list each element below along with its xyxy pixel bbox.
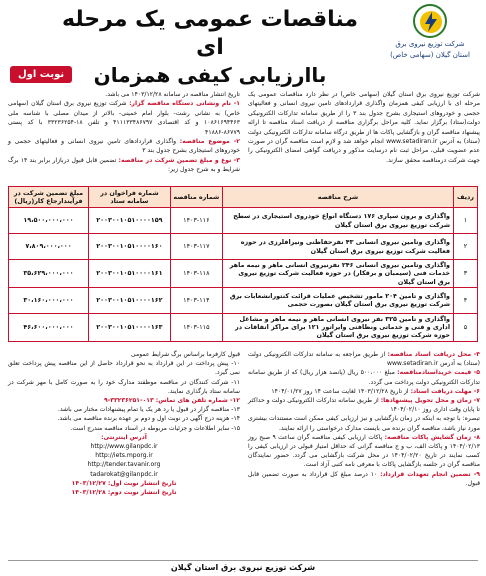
cell-desc: واگذاری و تامین ۳۲۵ نفر نیروی انسانی ماهر و نیمه ماهر و مشاغل اداری و فنی و خدماتی ونظافتی وایراتور ۱۲۱ برای مراکز اتفاقات در حوزه شرکت توزیع نیروی برق استان گیلان (222, 313, 453, 341)
cell-amount: ۷،۸۰۹،۰۰۰،۰۰۰ (9, 234, 89, 260)
condition-title: ۸- زمان گشایش پاکات مناقصه: (384, 433, 480, 441)
intro-paragraph: شرکت توزیع نیروی برق استان گیلان (سهامی خاص) در نظر دارد مناقصات عمومی یک مرحله ای با ارزیابی کیفی همزمان واگذاری قراردادهای تامین نیروی انسانی و فعالیتهای حجمی و خودروهای استیجاری بشرح جدول بند ۳ را از طریق سامانه تدارکات الکترونیکی دولت(ستاد) برگزار نماید. کلیه مراحل برگزاری مناقصه از دریافت اسناد مناقصه تا ارائه پیشنهاد مناقصه گران و بازگشایی پاکات ها از طریق درگاه سامانه تدارکات الکترونیکی دولت (ستاد) به آدرس www.setadiran.ir انجام خواهد شد و لازم است مناقصه گران در صورت عدم عضویت قبلی، مراحل ثبت نام درسایت مذکور و دریافت گواهی امضای الکترونیکی را جهت شرکت درمناقصه محقق سازند. (248, 91, 480, 164)
title-line1: مناقصات عمومی یک مرحله ای (61, 7, 358, 60)
header-row-no: ردیف (454, 187, 478, 208)
cell-desc: واگذاری وتامین نیروی انسانی ۲۴۶ نفرنیروی انسانی ماهر و نیمه ماهر خدمات فنی (سیمبان و برقکار) در حوزه فعالیت شرکت توزیع نیروی برق استان گیلان (222, 260, 453, 288)
condition-item (248, 470, 480, 488)
condition-body: ۱۰ درصد مبلغ کل قرارداد به صورت تضمین قابل قبول. (248, 470, 480, 487)
condition-item (248, 396, 480, 414)
condition-body: از طریق مراجعه به سامانه تدارکات الکترونیکی دولت (ستاد) به آدرس www.setadiran.ir (248, 351, 480, 368)
turn-badge: نوبت اول (10, 66, 72, 83)
condition-item (248, 433, 480, 470)
condition-item (248, 350, 480, 368)
address-link-text[interactable]: http://tender.tavanir.org (87, 461, 161, 469)
extra-item: ۱۴- هزینه درج آگهی در نوبت اول و دوم بر عهده برنده مناقصه می باشد. (57, 415, 240, 423)
cell-amount: ۳۰،۱۶۰،۰۰۰،۰۰۰ (9, 287, 89, 313)
cell-row: ۳ (454, 260, 478, 288)
condition-title: ۷- زمان و محل تحویل پیشنهادها: (380, 397, 480, 405)
condition-item (248, 368, 480, 386)
condition-body: از طریق سامانه تدارکات الکترونیکی دولت و حداکثر تا پایان وقت اداری روز ۱۴۰۴/۰۲/۱۰ (248, 397, 480, 414)
publish-date-first: تاریخ انتشار نوبت اول: ۱۴۰۳/۱۲/۲۷ (71, 479, 177, 487)
header-desc: شرح مناقصه (222, 187, 453, 208)
condition-title: ۹- تضمین انجام تعهدات قرارداد: (380, 470, 480, 478)
address-link-text[interactable]: http://iets.mporg.ir (95, 452, 153, 460)
condition-title: ۵- قیمت خریداسنادمناقصه: (397, 369, 480, 377)
extra-item: ۱۵- سایر اطلاعات و جزئیات مربوطه در اسناد مناقصه مندرج است. (70, 424, 240, 432)
extra-item: ۱۰- پیش پرداخت در این قرارداد به نحو قرارداد حاصل از این مناقصه پیش پرداخت تعلق نمی گیرد. (8, 360, 240, 377)
cell-desc: واگذاری وتامین نیروی انسانی ۴۳ نفرحفاظتی ونیرافلرزی در حوزه فعالیت شرکت توزیع نیروی برق استان گیلان (222, 234, 453, 260)
cell-amount: ۳۵،۶۲۹،۰۰۰،۰۰۰ (9, 260, 89, 288)
cell-amount: ۱۹،۵۰۰،۰۰۰،۰۰۰ (9, 208, 89, 234)
cell-row: ۲ (454, 234, 478, 260)
cell-amount: ۴۶،۶۰۰،۰۰۰،۰۰۰ (9, 313, 89, 341)
cell-setad: ۲۰۰۳۰۰۱۰۵۱۰۰۰۰۱۶۱ (88, 260, 170, 288)
item-2 (8, 137, 240, 156)
condition-body: مبلغ ۵۰۰،۰۰۰ ریال (پانصد هزار ریال) که از طریق سامانه تدارکات الکترونیکی دولت پرداخت می گردد. (248, 369, 480, 386)
condition-body: از تاریخ ۱۴۰۳/۱۲/۲۸ لغایت ساعت ۱۴ روز ۱۴۰۴/۰۱/۲۷ (271, 387, 409, 395)
extra-item: ۱۱- شرکت کنندگان در مناقصه موظفند مدارک خود را به صورت کامل با مهر شرکت در سامانه ستاد بارگذاری نمایند. (8, 378, 240, 395)
condition-item (248, 414, 480, 432)
cell-desc: واگذاری و تامین ۲۰۴ مامور تشخیص عملیات قرائت کنتورانشعابات برق شرکت توزیع نیروی برق استان گیلان بصورت حجمی (222, 287, 453, 313)
table-row (9, 260, 478, 288)
item-2-body: واگذاری قراردادهای تامین نیروی انسانی و فعالیتهای حجمی و خودروهای استیجاری بشرح جدول بند ۳ (8, 138, 240, 155)
email-link[interactable] (8, 470, 240, 479)
email-link-text[interactable]: tadarokat@gilanpdc.ir (90, 470, 158, 478)
addresses-title: آدرس اینترنتی: (101, 433, 147, 441)
cell-number: ۱۴۰۳-۱۱۶ (170, 208, 222, 234)
address-link[interactable] (8, 442, 240, 451)
logo-text-line2: استان گیلان (سهامی خاص) (390, 51, 470, 59)
item-1 (8, 99, 240, 137)
address-link[interactable] (8, 460, 240, 469)
condition-title: ۴- محل دریافت اسناد مناقصه: (387, 351, 480, 358)
item-3-body: تضمین قابل قبول دربازار برابر بند ۱۴ برگ شرایط و به شرح جدول زیر: (8, 156, 240, 174)
cell-row: ۵ (454, 313, 478, 341)
lightning-logo-icon (413, 4, 447, 38)
cell-setad: ۲۰۰۳۰۰۱۰۵۱۰۰۰۰۱۵۹ (88, 208, 170, 234)
company-logo (380, 4, 480, 84)
condition-item (248, 387, 480, 396)
cell-row: ۴ (454, 287, 478, 313)
header-setad: شماره فراخوان در سامانه ستاد (88, 187, 170, 208)
cell-number: ۱۴۰۳-۱۱۷ (170, 234, 222, 260)
condition-body: پاکات ارزیابی کیفی مناقصه گران ساعت ۹ صبح روز ۱۴۰۴/۰۲/۱۳ و پاکات الف، ب و ج مناقصه گرانی که حداقل امتیاز قبولی در ارزیابی کیفی را کسب نمایند در تاریخ ۱۴۰۴/۰۲/۲۰ در محل شرکت بازگشایی می گردد. حضور نمایندگان مناقصه گران در جلسه بازگشایی پاکات با معرفی نامه کتبی آزاد است. (248, 433, 480, 469)
cell-number: ۱۴۰۳-۱۱۸ (170, 260, 222, 288)
conditions-column (248, 350, 480, 488)
address-link[interactable] (8, 451, 240, 460)
extra-item: ۱۳- مناقصه گزار در قبول یا رد هر یک یا تمام پیشنهادات مختار می باشد. (57, 406, 240, 414)
intro-details (8, 90, 240, 175)
footer-company: شرکت توزیع نیروی برق استان گیلان (8, 560, 478, 572)
extra-item: قبول کارفرما براساس برگ شرایط عمومی (130, 351, 240, 358)
item-3 (8, 156, 240, 175)
extra-item: ۱۲- شماره تلفن های تماس: ۰۱۳-۳۳۲۳۶۲۵۱-۹ (103, 397, 240, 405)
cell-row: ۱ (454, 208, 478, 234)
header-amount: مبلغ تضمین شرکت در فرآیندارجاع کار(ریال) (9, 187, 89, 208)
cell-number: ۱۴۰۳-۱۱۴ (170, 287, 222, 313)
address-link-text[interactable]: http://www.gilanpdc.ir (90, 443, 158, 451)
table-header-row (9, 187, 478, 208)
header-number: شماره مناقصه (170, 187, 222, 208)
notice-title (50, 6, 370, 88)
logo-text-line1: شرکت توزیع نیروی برق (395, 40, 465, 48)
table-row (9, 313, 478, 341)
table-row (9, 208, 478, 234)
cell-setad: ۲۰۰۳۰۰۱۰۵۱۰۰۰۰۱۶۲ (88, 287, 170, 313)
cell-number: ۱۴۰۳-۱۱۵ (170, 313, 222, 341)
item-1-body: شرکت توزیع نیروی برق استان گیلان (سهامی خاص) به نشانی رشت- بلوار امام خمینی- بالاتر از میدان مصلی با شناسه ملی ۱۰۸۶۱۶۹۴۴۶۳ و کد اقتصادی ۴۱۱۱۳۳۴۸۶۷۹۷ و تلفن ۱۸-۳۳۲۳۶۲۵۴ با کد پستی ۸۶۷۷۹-۴۱۸۸۶ (8, 100, 240, 136)
item-2-title: ۲- موضوع مناقصه: (179, 138, 241, 146)
cell-desc: واگذاری و برون سپاری ۱۷۶ دستگاه انواع خودروی استیجاری در سطح شرکت توزیع نیروی برق استان گیلان (222, 208, 453, 234)
item-1-title: ۱- نام ونشانی دستگاه مناقصه گزار: (129, 100, 240, 108)
item-3-title: ۳- نوع و مبلغ تضمین شرکت در مناقصه: (118, 156, 241, 164)
cell-setad: ۲۰۰۳۰۰۱۰۵۱۰۰۰۰۱۶۳ (88, 313, 170, 341)
table-row (9, 234, 478, 260)
condition-body: تبصره: با توجه به اینکه در زمان بازگشایی و نیز ارزیابی کیفی ممکن است مستندات بیشتری مورد نیاز باشد، مناقصه گران برنده می بایست مدارک درخواستی را ارائه نمایند. (248, 415, 480, 432)
cell-setad: ۲۰۰۳۰۰۱۰۵۱۰۰۰۰۱۶۰ (88, 234, 170, 260)
tender-table (8, 186, 478, 342)
publish-date-second: تاریخ انتشار نوبت دوم: ۱۴۰۳/۱۲/۲۸ (71, 489, 177, 497)
extra-conditions-column (8, 350, 240, 497)
table-row (9, 287, 478, 313)
notice-header (0, 0, 486, 90)
condition-title: ۶- مهلت دریافت اسناد: (410, 387, 480, 395)
title-line2: باارزیابی کیفی همزمان (93, 63, 327, 87)
publish-date: تاریخ انتشار مناقصه در سامانه ۱۴۰۳/۱۲/۲۸ می باشد. (105, 91, 240, 98)
